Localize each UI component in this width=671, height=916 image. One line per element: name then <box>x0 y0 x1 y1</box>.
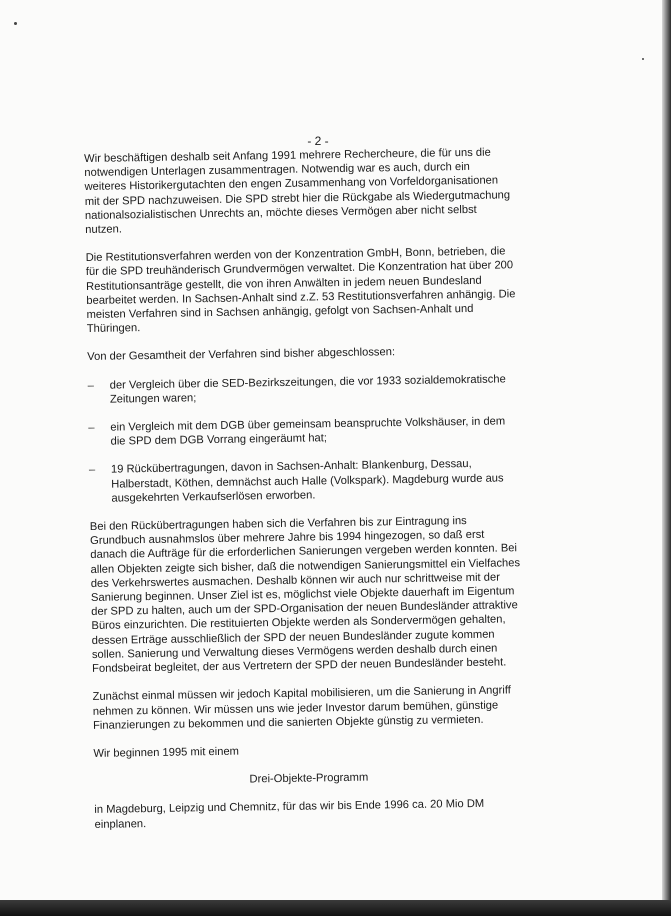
scan-speck <box>642 58 644 60</box>
list-dash: – <box>87 379 94 392</box>
paragraph-concluded-intro: Von der Gesamtheit der Verfahren sind bisher abgeschlossen: <box>87 346 396 364</box>
list-item-text: ein Vergleich mit dem DGB über gemeinsam beanspruchte Volkshäuser, in dem die SPD dem DGB Vorrang eingeräumt hat; <box>110 415 506 448</box>
scan-speck <box>14 22 17 25</box>
scan-edge-right <box>662 0 671 916</box>
list-dash: – <box>88 464 96 477</box>
program-title: Drei-Objekte-Programm <box>249 771 369 786</box>
document-body <box>84 145 525 831</box>
paragraph-begin: Wir beginnen 1995 mit einem <box>93 745 240 760</box>
list-item <box>88 372 518 407</box>
paragraph-capital: Zunächst einmal müssen wir jedoch Kapital mobilisieren, um die Sanierung in Angriff nehmen zu können. Wir müssen uns wie jeder Investor darum bemühen, günstige Finanzierungen zu bekommen und die sanierten Objekte günstig zu vermieten. <box>92 684 511 732</box>
paragraph-budget: in Magdeburg, Leipzig und Chemnitz, für das wir bis Ende 1996 ca. 20 Mio DM einplanen. <box>94 798 485 831</box>
list-item-text: der Vergleich über die SED-Bezirkszeitungen, die vor 1933 sozialdemokratische Zeitungen waren; <box>109 373 506 406</box>
scan-edge-bottom <box>0 900 671 916</box>
page-number: - 2 - <box>307 134 329 148</box>
paragraph-restitution: Die Restitutionsverfahren werden von der Konzentration GmbH, Bonn, betrieben, die für die SPD treuhänderisch Grundvermögen verwaltet. Die Konzentration hat über 200 Restitutionsanträge gestellt, die von ihren Anwälten in jedem neuen Bundesland bearbeitet werden. In Sachsen-Anhalt sind z.Z. 53 Restitutionsverfahren anhängig. Die meisten Verfahren sind in Sachsen anhängig, gefolgt von Sachsen-Anhalt und Thüringen. <box>85 245 516 336</box>
list-item-text: 19 Rückübertragungen, davon in Sachsen-Anhalt: Blankenburg, Dessau, Halberstadt, Köthen, demnächst auch Halle (Volkspark). Magdeburg wurde aus ausgekehrten Verkaufserlösen erworben. <box>110 458 504 505</box>
paragraph-research: Wir beschäftigen deshalb seit Anfang 1991 mehrere Rechercheure, die für uns die notwendigen Unterlagen zusammentragen. Notwendig war es auch, durch ein weiteres Historikergutachten den engen Zusammenhang von Vorfeldorganisationen mit der SPD nachzuweisen. Die SPD strebt hier die Rückgabe als Wiedergutmachung nationalsozialistischen Unrechts an, möchte dieses Vermögen aber nicht selbst nutzen. <box>84 146 511 237</box>
list-item <box>89 457 520 506</box>
paragraph-transfers: Bei den Rückübertragungen haben sich die Verfahren bis zur Eintragung ins Grundbuch ausnahmslos über mehrere Jahre bis 1994 hingezogen, so daß erst danach die Aufträge für die erforderlichen Sanierungen vergeben werden konnten. Bei allen Objekten zeigte sich bisher, daß die notwendigen Sanierungsmittel ein Vielfaches des Verkehrswertes ausmachen. Deshalb können wir auch nur schrittweise mit der Sanierung beginnen. Unser Ziel ist es, möglichst viele Objekte dauerhaft im Eigentum der SPD zu halten, auch um der SPD-Organisation der neuen Bundesländer attraktive Büros einzurichten. Die restituierten Objekte werden als Sondervermögen gehalten, dessen Erträge ausschließlich der SPD der neuen Bundesländer zugute kommen sollen. Sanierung und Verwaltung dieses Vermögens werden deshalb durch einen Fondsbeirat begleitet, der aus Vertretern der SPD der neuen Bundesländer besteht. <box>89 515 521 676</box>
concluded-list <box>88 372 520 506</box>
list-dash: – <box>88 421 95 435</box>
list-item <box>88 414 518 449</box>
